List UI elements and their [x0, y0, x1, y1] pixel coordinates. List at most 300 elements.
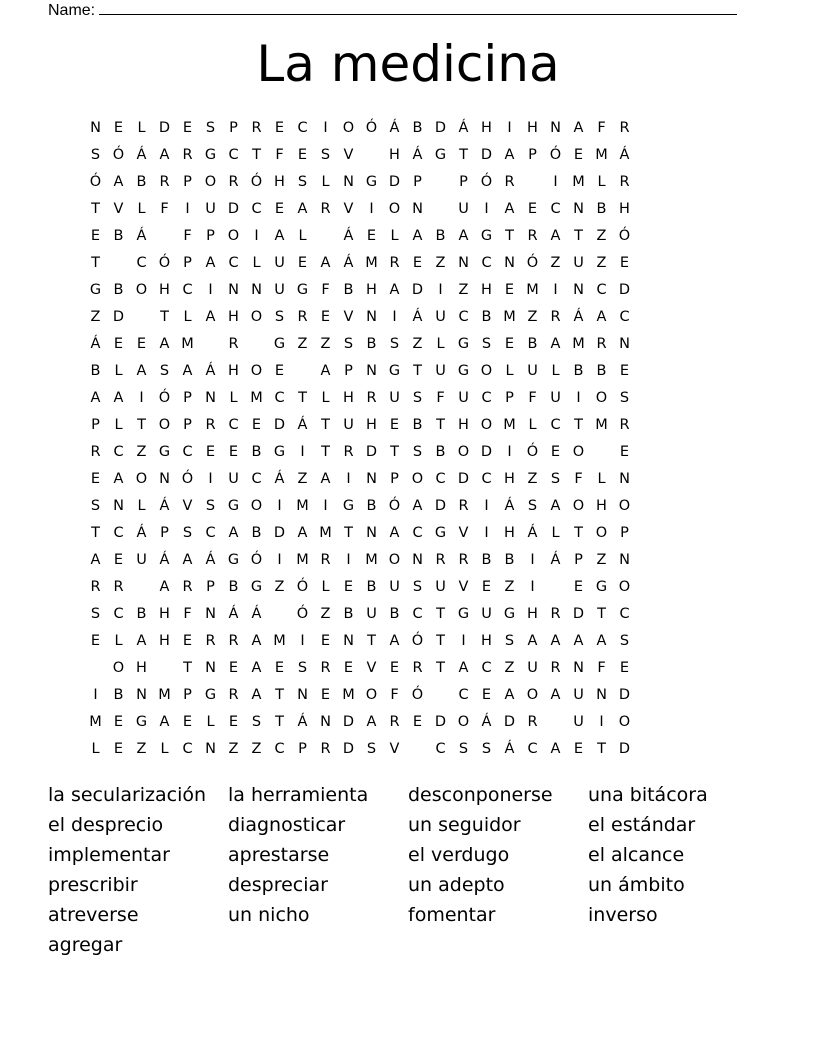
grid-letter: R: [205, 632, 216, 649]
grid-letter: P: [91, 416, 100, 433]
grid-letter: S: [274, 308, 285, 325]
grid-letter: A: [274, 227, 285, 244]
grid-letter: P: [413, 173, 422, 190]
grid-letter: T: [597, 605, 606, 622]
grid-letter: N: [205, 659, 216, 676]
grid-letter: Ó: [296, 578, 309, 595]
grid-letter: L: [528, 416, 537, 433]
grid-letter: I: [208, 281, 213, 298]
grid-letter: Á: [504, 740, 515, 757]
grid-letter: S: [205, 119, 216, 136]
word-bank-item: diagnosticar: [228, 814, 346, 836]
grid-letter: N: [596, 686, 607, 703]
grid-letter: [360, 147, 383, 163]
grid-letter: T: [436, 632, 445, 649]
grid-letter: A: [136, 362, 147, 379]
grid-letter: R: [320, 740, 331, 757]
grid-letter: [314, 228, 337, 244]
grid-letter: I: [530, 578, 535, 595]
grid-letter: [130, 579, 153, 595]
grid-letter: Z: [297, 470, 308, 487]
grid-letter: L: [114, 416, 123, 433]
grid-letter: U: [481, 605, 492, 622]
grid-letter: R: [228, 632, 239, 649]
grid-letter: N: [297, 686, 308, 703]
grid-letter: Á: [343, 254, 354, 271]
grid-letter: M: [296, 497, 309, 514]
grid-letter: T: [413, 362, 422, 379]
grid-letter: M: [181, 335, 194, 352]
grid-letter: Á: [205, 551, 216, 568]
grid-letter: H: [159, 281, 170, 298]
grid-letter: A: [251, 686, 262, 703]
grid-letter: O: [457, 713, 470, 730]
grid-letter: P: [574, 551, 583, 568]
grid-letter: C: [596, 281, 607, 298]
grid-letter: I: [323, 119, 328, 136]
grid-letter: V: [343, 146, 354, 163]
grid-letter: C: [297, 119, 308, 136]
grid-letter: D: [388, 173, 401, 190]
grid-letter: L: [183, 308, 192, 325]
grid-letter: M: [595, 416, 608, 433]
grid-letter: [429, 687, 452, 703]
grid-letter: O: [480, 416, 493, 433]
grid-letter: O: [158, 416, 171, 433]
grid-letter: O: [135, 281, 148, 298]
word-bank-item: una bitácora: [588, 784, 708, 806]
grid-letter: P: [459, 173, 468, 190]
grid-letter: F: [528, 389, 537, 406]
word-bank-item: un ámbito: [588, 874, 685, 896]
grid-letter: N: [458, 254, 469, 271]
grid-letter: B: [251, 443, 262, 460]
grid-letter: N: [573, 659, 584, 676]
grid-letter: R: [182, 578, 193, 595]
grid-letter: C: [113, 605, 124, 622]
grid-letter: C: [228, 416, 239, 433]
grid-letter: O: [365, 686, 378, 703]
grid-letter: S: [412, 578, 423, 595]
grid-letter: B: [113, 281, 124, 298]
grid-letter: C: [435, 470, 446, 487]
grid-letter: E: [90, 470, 101, 487]
grid-letter: O: [595, 389, 608, 406]
grid-letter: C: [136, 254, 147, 271]
grid-letter: C: [619, 308, 630, 325]
grid-letter: U: [366, 605, 377, 622]
grid-letter: B: [136, 605, 147, 622]
grid-letter: R: [113, 578, 124, 595]
grid-letter: O: [112, 659, 125, 676]
grid-letter: E: [389, 659, 400, 676]
grid-row: [84, 384, 744, 411]
grid-letter: A: [159, 578, 170, 595]
grid-letter: A: [320, 254, 331, 271]
grid-letter: A: [504, 200, 515, 217]
grid-letter: S: [297, 173, 308, 190]
grid-letter: Ó: [618, 227, 631, 244]
grid-letter: T: [505, 227, 514, 244]
grid-letter: L: [206, 713, 215, 730]
grid-letter: I: [553, 281, 558, 298]
grid-letter: A: [159, 146, 170, 163]
grid-letter: R: [458, 551, 469, 568]
grid-letter: A: [366, 713, 377, 730]
grid-letter: P: [505, 389, 514, 406]
grid-letter: G: [89, 281, 102, 298]
grid-letter: D: [618, 740, 631, 757]
grid-letter: P: [298, 740, 307, 757]
grid-letter: R: [527, 227, 538, 244]
grid-letter: Z: [596, 551, 607, 568]
grid-row: [84, 141, 744, 168]
grid-letter: R: [343, 443, 354, 460]
word-bank-item: la herramienta: [228, 784, 369, 806]
grid-letter: A: [550, 632, 561, 649]
grid-letter: G: [457, 335, 470, 352]
grid-letter: D: [480, 443, 493, 460]
grid-letter: S: [182, 524, 193, 541]
grid-letter: B: [113, 686, 124, 703]
grid-letter: A: [205, 254, 216, 271]
grid-letter: E: [251, 416, 262, 433]
grid-letter: R: [458, 497, 469, 514]
grid-letter: D: [480, 146, 493, 163]
grid-letter: F: [321, 281, 330, 298]
grid-letter: T: [321, 416, 330, 433]
grid-letter: T: [321, 443, 330, 460]
grid-letter: N: [366, 524, 377, 541]
grid-letter: Ó: [181, 470, 194, 487]
grid-letter: T: [436, 416, 445, 433]
grid-letter: O: [572, 497, 585, 514]
grid-letter: R: [228, 335, 239, 352]
grid-letter: R: [297, 308, 308, 325]
grid-letter: [544, 579, 567, 595]
grid-letter: B: [481, 308, 492, 325]
grid-letter: B: [343, 605, 354, 622]
grid-letter: F: [160, 200, 169, 217]
grid-letter: C: [182, 740, 193, 757]
name-label: Name:: [48, 2, 96, 19]
grid-letter: Ó: [250, 173, 263, 190]
grid-letter: Á: [251, 605, 262, 622]
grid-letter: T: [436, 659, 445, 676]
grid-letter: F: [390, 686, 399, 703]
grid-letter: [245, 336, 268, 352]
grid-letter: U: [458, 389, 469, 406]
grid-letter: V: [389, 740, 400, 757]
grid-letter: D: [572, 605, 585, 622]
grid-row: [84, 465, 744, 492]
grid-letter: Z: [297, 335, 308, 352]
grid-letter: I: [277, 551, 282, 568]
grid-letter: L: [160, 740, 169, 757]
grid-letter: A: [550, 740, 561, 757]
grid-letter: S: [504, 632, 515, 649]
grid-row: [84, 276, 744, 303]
grid-letter: Á: [90, 335, 101, 352]
grid-letter: A: [113, 389, 124, 406]
grid-letter: D: [365, 443, 378, 460]
grid-letter: [544, 714, 567, 730]
grid-letter: Á: [619, 146, 630, 163]
grid-letter: M: [365, 254, 378, 271]
grid-letter: B: [596, 362, 607, 379]
grid-letter: A: [527, 632, 538, 649]
grid-letter: M: [250, 389, 263, 406]
grid-letter: E: [274, 200, 285, 217]
grid-letter: A: [389, 632, 400, 649]
grid-letter: A: [550, 335, 561, 352]
grid-letter: C: [113, 524, 124, 541]
grid-letter: O: [204, 173, 217, 190]
grid-letter: F: [574, 470, 583, 487]
grid-letter: H: [366, 416, 377, 433]
grid-letter: Ó: [388, 497, 401, 514]
grid-letter: Á: [205, 362, 216, 379]
grid-letter: A: [228, 524, 239, 541]
grid-letter: B: [435, 443, 446, 460]
grid-letter: T: [436, 605, 445, 622]
grid-letter: A: [297, 200, 308, 217]
grid-letter: Á: [297, 713, 308, 730]
grid-letter: M: [158, 686, 171, 703]
grid-letter: L: [91, 740, 100, 757]
grid-row: [84, 681, 744, 708]
grid-letter: Á: [228, 605, 239, 622]
grid-letter: A: [320, 470, 331, 487]
grid-letter: L: [321, 389, 330, 406]
grid-letter: O: [526, 686, 539, 703]
grid-letter: O: [250, 497, 263, 514]
grid-letter: T: [137, 416, 146, 433]
grid-letter: E: [573, 740, 584, 757]
grid-letter: L: [252, 254, 261, 271]
grid-letter: R: [389, 713, 400, 730]
grid-letter: H: [527, 605, 538, 622]
grid-letter: G: [250, 578, 263, 595]
grid-letter: N: [205, 605, 216, 622]
grid-letter: U: [205, 200, 216, 217]
grid-letter: [107, 255, 130, 271]
grid-letter: A: [389, 281, 400, 298]
grid-letter: E: [412, 254, 423, 271]
grid-letter: Á: [297, 416, 308, 433]
grid-letter: [84, 660, 107, 676]
grid-letter: M: [365, 551, 378, 568]
grid-letter: O: [618, 497, 631, 514]
grid-letter: S: [481, 740, 492, 757]
grid-letter: A: [389, 524, 400, 541]
grid-letter: [521, 174, 544, 190]
grid-letter: T: [252, 146, 261, 163]
grid-letter: E: [573, 146, 584, 163]
grid-letter: H: [366, 281, 377, 298]
word-bank-item: prescribir: [48, 874, 138, 896]
grid-letter: Z: [90, 308, 101, 325]
grid-letter: B: [435, 227, 446, 244]
grid-letter: G: [480, 227, 493, 244]
word-bank-item: un nicho: [228, 904, 310, 926]
grid-letter: D: [411, 281, 424, 298]
grid-letter: I: [323, 497, 328, 514]
grid-letter: E: [136, 335, 147, 352]
grid-letter: E: [182, 632, 193, 649]
grid-letter: R: [389, 254, 400, 271]
grid-letter: E: [320, 632, 331, 649]
grid-letter: A: [205, 308, 216, 325]
grid-letter: B: [228, 578, 239, 595]
grid-letter: T: [275, 713, 284, 730]
grid-letter: H: [504, 470, 515, 487]
grid-letter: L: [114, 632, 123, 649]
grid-letter: S: [159, 362, 170, 379]
grid-letter: S: [366, 740, 377, 757]
grid-letter: D: [434, 497, 447, 514]
grid-letter: Ó: [480, 173, 493, 190]
grid-letter: B: [389, 605, 400, 622]
grid-letter: D: [342, 713, 355, 730]
grid-letter: O: [480, 362, 493, 379]
grid-letter: T: [574, 416, 583, 433]
grid-letter: N: [251, 281, 262, 298]
grid-letter: C: [182, 443, 193, 460]
grid-letter: Ó: [526, 254, 539, 271]
grid-letter: I: [599, 713, 604, 730]
grid-letter: E: [320, 686, 331, 703]
grid-letter: U: [435, 578, 446, 595]
grid-letter: A: [297, 524, 308, 541]
grid-letter: C: [205, 524, 216, 541]
grid-letter: [590, 444, 613, 460]
grid-letter: N: [619, 335, 630, 352]
grid-letter: A: [113, 470, 124, 487]
grid-letter: N: [159, 470, 170, 487]
grid-letter: H: [274, 173, 285, 190]
grid-row: [84, 222, 744, 249]
grid-letter: T: [367, 632, 376, 649]
grid-letter: F: [275, 146, 284, 163]
grid-letter: B: [412, 416, 423, 433]
word-bank-item: [408, 930, 588, 960]
grid-letter: D: [618, 281, 631, 298]
grid-letter: H: [159, 632, 170, 649]
grid-letter: Á: [412, 146, 423, 163]
grid-letter: U: [573, 713, 584, 730]
grid-letter: I: [300, 632, 305, 649]
grid-letter: E: [412, 713, 423, 730]
name-field: [48, 0, 737, 20]
grid-letter: Ó: [411, 632, 424, 649]
word-bank-item: el verdugo: [408, 844, 510, 866]
word-search-grid: [84, 114, 744, 762]
grid-letter: R: [90, 443, 101, 460]
word-bank-item: desconponerse: [408, 784, 553, 806]
grid-letter: P: [183, 416, 192, 433]
grid-letter: P: [183, 254, 192, 271]
grid-letter: S: [412, 389, 423, 406]
grid-letter: N: [343, 632, 354, 649]
grid-letter: U: [435, 308, 446, 325]
grid-letter: M: [503, 308, 516, 325]
grid-letter: D: [227, 200, 240, 217]
grid-letter: S: [251, 713, 262, 730]
grid-letter: R: [527, 713, 538, 730]
grid-letter: E: [619, 362, 630, 379]
grid-letter: D: [434, 713, 447, 730]
grid-letter: V: [182, 497, 193, 514]
grid-letter: A: [596, 308, 607, 325]
grid-letter: S: [458, 740, 469, 757]
grid-letter: S: [527, 497, 538, 514]
grid-letter: U: [550, 389, 561, 406]
grid-letter: S: [343, 335, 354, 352]
grid-letter: A: [90, 389, 101, 406]
grid-letter: U: [136, 551, 147, 568]
grid-letter: C: [274, 389, 285, 406]
grid-letter: C: [228, 146, 239, 163]
grid-letter: M: [342, 686, 355, 703]
grid-letter: S: [619, 389, 630, 406]
grid-letter: Á: [159, 551, 170, 568]
grid-letter: S: [90, 605, 101, 622]
grid-letter: Ó: [158, 254, 171, 271]
grid-letter: Z: [458, 281, 469, 298]
grid-letter: [429, 174, 452, 190]
grid-letter: E: [274, 362, 285, 379]
grid-letter: H: [596, 497, 607, 514]
grid-letter: F: [597, 659, 606, 676]
grid-letter: D: [112, 308, 125, 325]
grid-letter: C: [251, 470, 262, 487]
grid-letter: M: [296, 551, 309, 568]
grid-letter: Z: [504, 578, 515, 595]
grid-letter: D: [503, 713, 516, 730]
grid-letter: Á: [412, 308, 423, 325]
grid-row: [84, 195, 744, 222]
grid-letter: D: [618, 686, 631, 703]
grid-letter: R: [550, 308, 561, 325]
grid-letter: N: [90, 119, 101, 136]
grid-row: [84, 654, 744, 681]
grid-letter: I: [369, 200, 374, 217]
grid-letter: E: [619, 254, 630, 271]
grid-letter: Á: [573, 308, 584, 325]
grid-letter: H: [481, 281, 492, 298]
grid-row: [84, 627, 744, 654]
grid-letter: Á: [159, 497, 170, 514]
grid-letter: I: [484, 524, 489, 541]
grid-letter: T: [91, 524, 100, 541]
grid-letter: T: [344, 524, 353, 541]
word-bank-item: [228, 930, 408, 960]
grid-letter: T: [298, 389, 307, 406]
grid-letter: N: [412, 551, 423, 568]
grid-letter: R: [90, 578, 101, 595]
grid-letter: G: [503, 605, 516, 622]
grid-letter: I: [346, 551, 351, 568]
grid-letter: N: [228, 281, 239, 298]
grid-letter: C: [458, 686, 469, 703]
grid-letter: Á: [136, 146, 147, 163]
grid-letter: U: [389, 389, 400, 406]
grid-letter: N: [504, 254, 515, 271]
grid-letter: A: [90, 551, 101, 568]
grid-letter: S: [90, 497, 101, 514]
grid-letter: I: [185, 200, 190, 217]
